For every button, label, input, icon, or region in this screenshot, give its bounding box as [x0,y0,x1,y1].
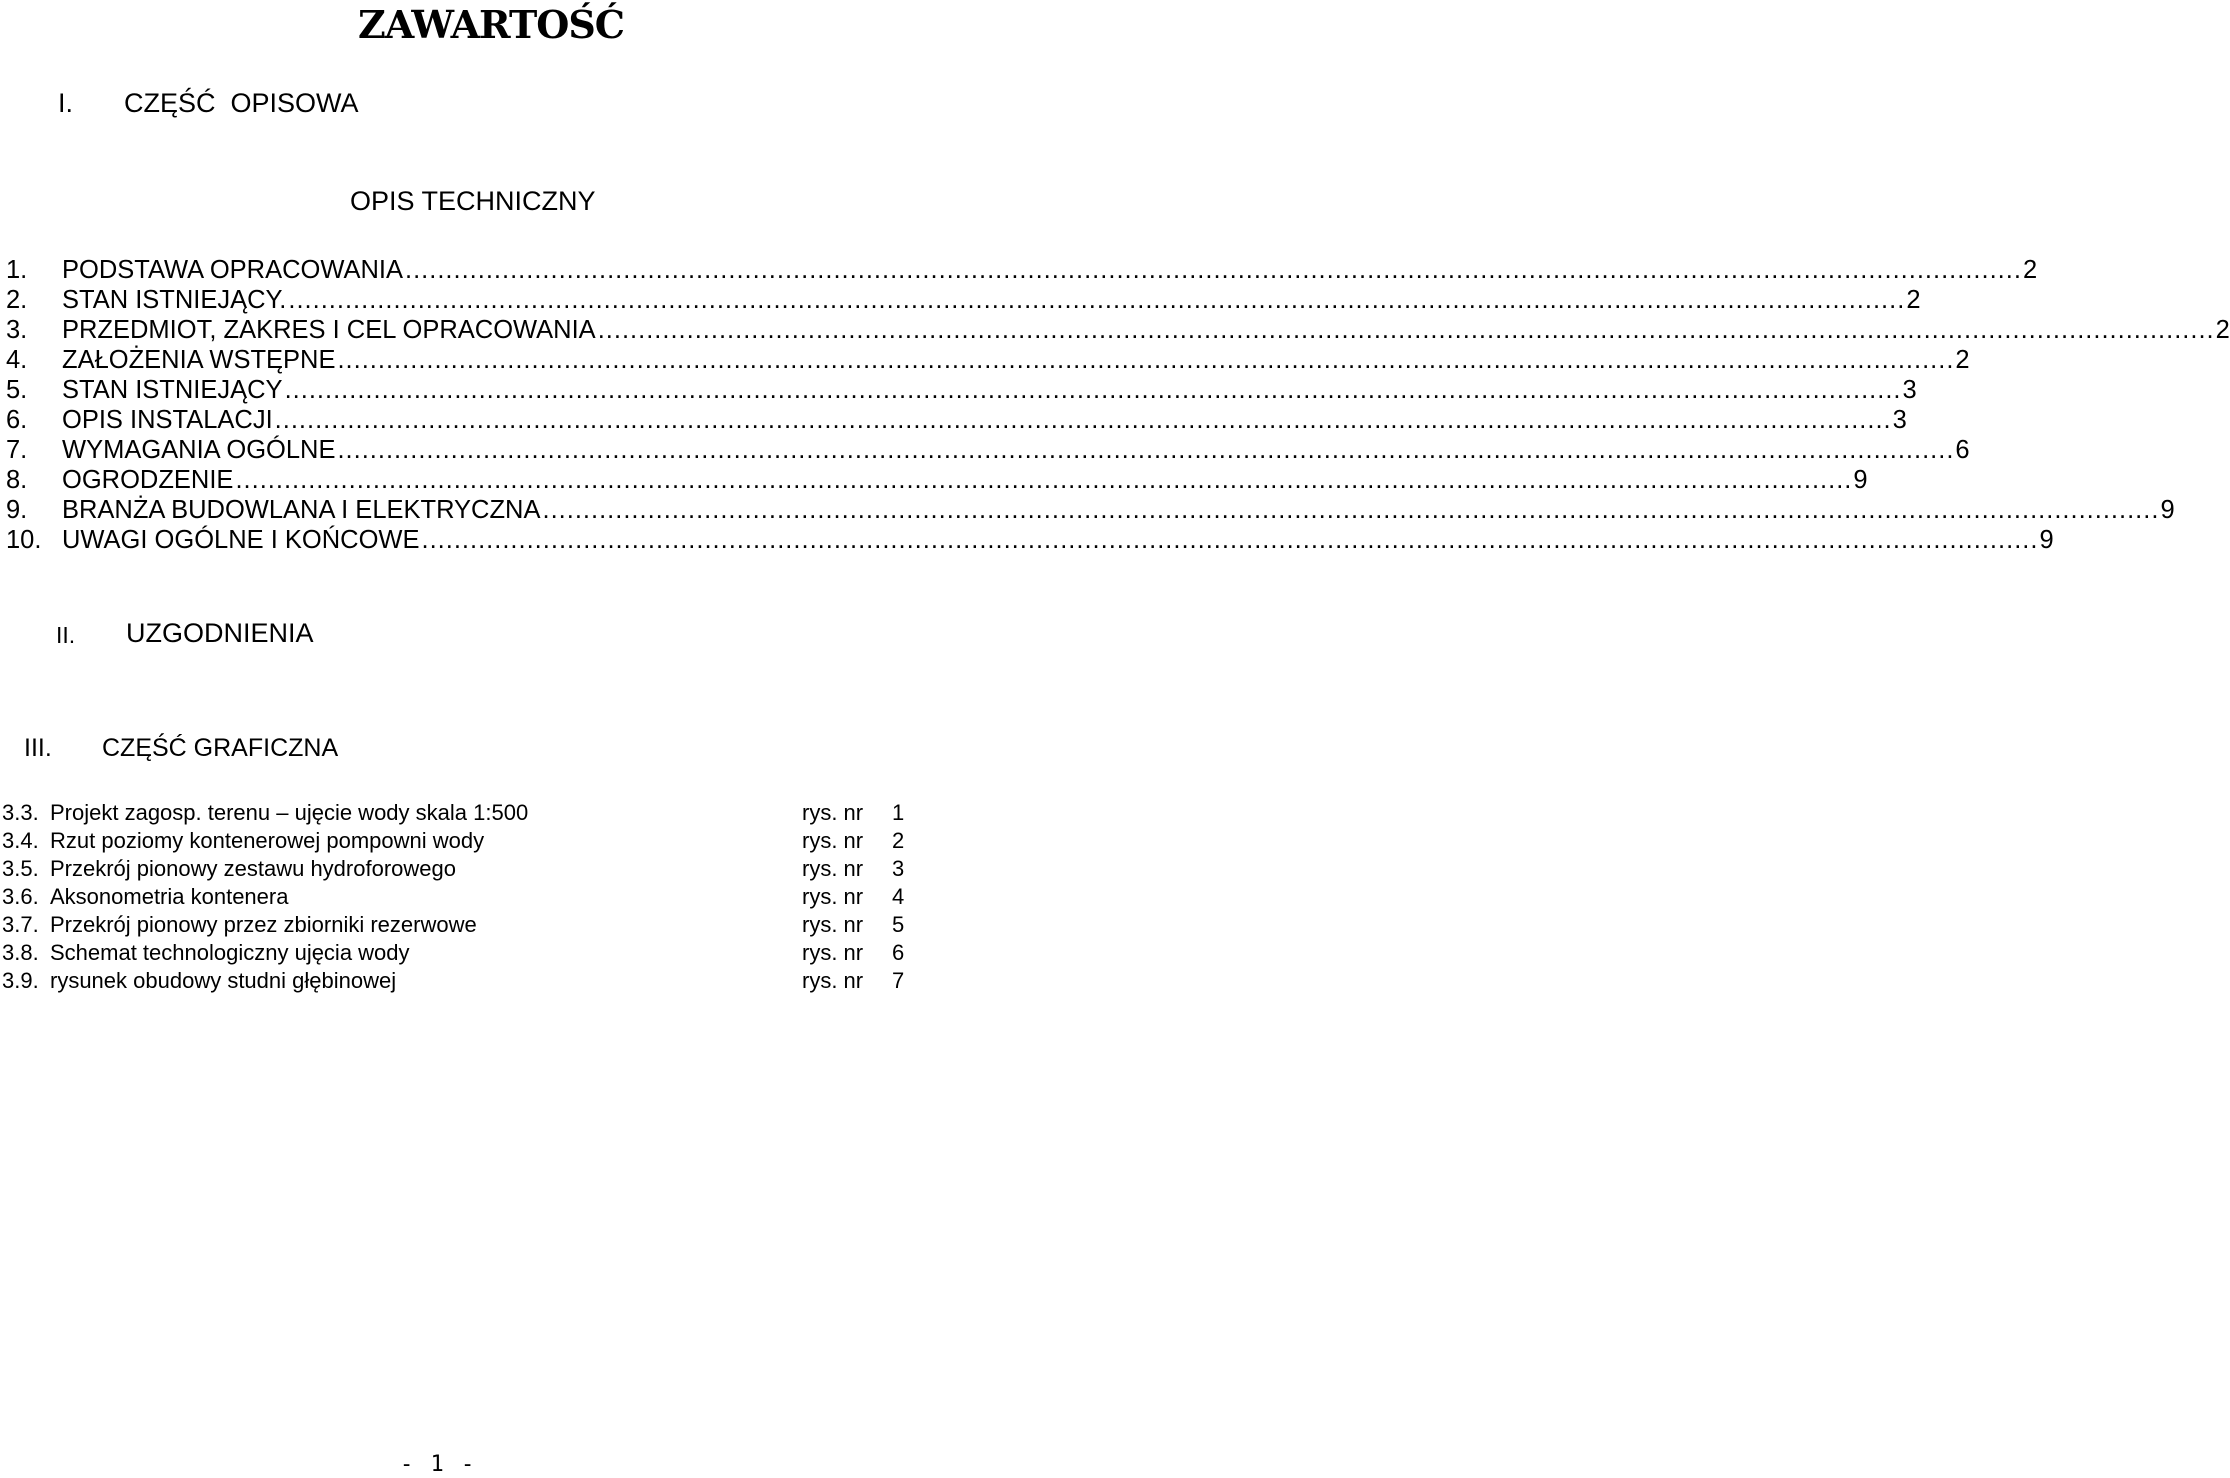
toc-leader-dots: ........................................................................................................................................................................................................ [597,316,2215,344]
toc-page: 3 [1892,406,1907,434]
toc-number: 6. [6,406,28,434]
section-label: CZĘŚĆ OPISOWA [124,88,359,118]
toc-leader-dots: ........................................................................................................................................................................................................ [404,256,2022,284]
section-number: I. [58,88,74,118]
drawing-code: 3.4. [2,828,39,853]
drawing-entry[interactable] [2,912,922,940]
toc-page: 9 [2160,496,2175,524]
drawing-code: 3.3. [2,800,39,825]
document-title: ZAWARTOŚĆ [358,2,625,47]
drawing-name: Aksonometria kontenera [50,884,289,909]
toc-number: 9. [6,496,28,524]
toc-leader-dots: ........................................................................................................................................................................................................ [288,286,1906,314]
toc-entry[interactable] [6,406,1907,438]
section-number: III. [24,734,52,762]
drawing-name: Przekrój pionowy przez zbiorniki rezerwowe [50,912,477,937]
toc-entry[interactable] [6,376,1917,408]
toc-number: 1. [6,256,28,284]
toc-entry[interactable] [6,346,1970,378]
toc-page: 9 [1853,466,1868,494]
toc-leader-dots: ........................................................................................................................................................................................................ [284,376,1902,404]
drawing-code: 3.7. [2,912,39,937]
drawing-number: 2 [892,828,905,853]
drawing-code: 3.9. [2,968,39,993]
toc-entry[interactable] [6,256,2038,288]
drawing-code: 3.5. [2,856,39,881]
drawing-ref-label: rys. nr [802,940,864,965]
drawing-name: Projekt zagosp. terenu – ujęcie wody skala 1:500 [50,800,529,825]
drawing-ref-label: rys. nr [802,884,864,909]
toc-page: 2 [2215,316,2230,344]
section-number: II. [56,622,76,648]
toc-text: ZAŁOŻENIA WSTĘPNE [62,346,336,374]
toc-leader-dots: ........................................................................................................................................................................................................ [337,346,1955,374]
toc-number: 4. [6,346,28,374]
toc-page: 2 [1906,286,1921,314]
drawing-entry[interactable] [2,856,922,884]
toc-page: 2 [1955,346,1970,374]
drawing-ref-label: rys. nr [802,856,864,881]
toc-entry[interactable] [6,526,2054,558]
toc-leader-dots: ........................................................................................................................................................................................................ [337,436,1955,464]
drawing-name: Schemat technologiczny ujęcia wody [50,940,410,965]
drawing-code: 3.8. [2,940,39,965]
drawing-entry[interactable] [2,940,922,968]
drawing-number: 3 [892,856,905,881]
drawing-name: Przekrój pionowy zestawu hydroforowego [50,856,456,881]
page-number: - 1 - [400,1452,477,1477]
drawing-ref-label: rys. nr [802,800,864,825]
drawing-entry[interactable] [2,968,922,996]
drawing-entry[interactable] [2,884,922,912]
toc-entry[interactable] [6,316,2230,348]
toc-text: OPIS INSTALACJI [62,406,273,434]
drawing-ref-label: rys. nr [802,912,864,937]
toc-text: PODSTAWA OPRACOWANIA [62,256,403,284]
toc-page: 6 [1955,436,1970,464]
toc-number: 2. [6,286,28,314]
drawing-number: 7 [892,968,905,993]
toc-text: STAN ISTNIEJĄCY [62,376,283,404]
drawing-number: 4 [892,884,905,909]
drawing-number: 6 [892,940,905,965]
drawing-code: 3.6. [2,884,39,909]
toc-entry[interactable] [6,436,1970,468]
toc-number: 5. [6,376,28,404]
toc-entry[interactable] [6,496,2175,528]
subsection-heading: OPIS TECHNICZNY [350,186,596,216]
toc-leader-dots: ........................................................................................................................................................................................................ [421,526,2039,554]
drawing-ref-label: rys. nr [802,968,864,993]
toc-number: 3. [6,316,28,344]
toc-page: 2 [2022,256,2038,284]
toc-number: 7. [6,436,28,464]
toc-text: PRZEDMIOT, ZAKRES I CEL OPRACOWANIA [62,316,596,344]
section-label: UZGODNIENIA [126,618,314,648]
toc-leader-dots: ........................................................................................................................................................................................................ [274,406,1892,434]
toc-text: STAN ISTNIEJĄCY. [62,286,287,314]
drawing-entry[interactable] [2,828,922,856]
toc-text: OGRODZENIE [62,466,234,494]
drawing-ref-label: rys. nr [802,828,864,853]
drawing-entry[interactable] [2,800,922,828]
toc-text: WYMAGANIA OGÓLNE [62,436,336,464]
drawing-number: 1 [892,800,905,825]
section-label: CZĘŚĆ GRAFICZNA [102,734,339,762]
toc-page: 9 [2039,526,2054,554]
toc-page: 3 [1902,376,1917,404]
toc-number: 10. [6,526,42,554]
drawing-name: rysunek obudowy studni głębinowej [50,968,397,993]
toc-leader-dots: ........................................................................................................................................................................................................ [542,496,2160,524]
toc-number: 8. [6,466,28,494]
toc-entry[interactable] [6,286,1921,318]
toc-text: UWAGI OGÓLNE I KOŃCOWE [62,526,420,554]
drawing-name: Rzut poziomy kontenerowej pompowni wody [50,828,485,853]
toc-entry[interactable] [6,466,1868,498]
drawing-number: 5 [892,912,905,937]
toc-leader-dots: ........................................................................................................................................................................................................ [235,466,1853,494]
toc-text: BRANŻA BUDOWLANA I ELEKTRYCZNA [62,496,541,524]
